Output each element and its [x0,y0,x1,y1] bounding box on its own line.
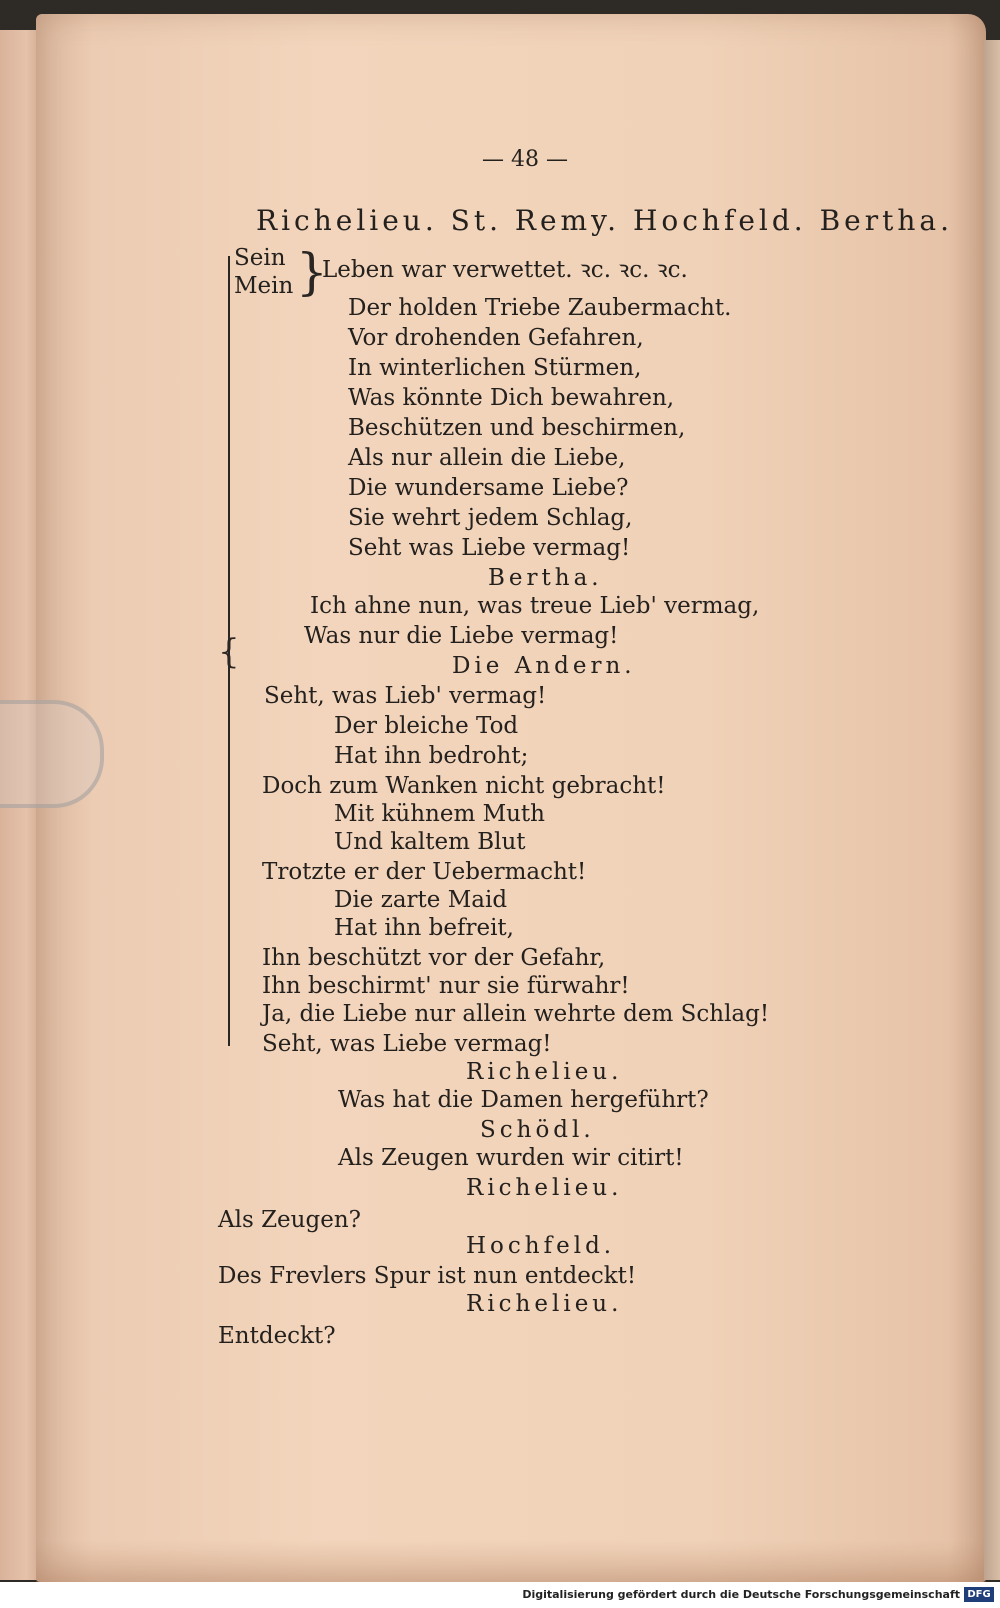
verse-line: Hat ihn befreit, [334,915,514,941]
verse-line: Als nur allein die Liebe, [348,445,626,471]
brace-word-top: Sein [234,245,286,271]
verse-line: Seht, was Liebe vermag! [262,1031,552,1057]
footer-credit: Digitalisierung gefördert durch die Deutsche Forschungsgemeinschaft [522,1588,960,1601]
verse-line: Mit kühnem Muth [334,801,545,827]
speaker-name: Richelieu. [466,1059,623,1085]
verse-line: Doch zum Wanken nicht gebracht! [262,773,666,799]
verse-line: Die wundersame Liebe? [348,475,629,501]
verse-line: Seht was Liebe vermag! [348,535,631,561]
verse-line: Ihn beschützt vor der Gefahr, [262,945,606,971]
verse-line: Des Frevlers Spur ist nun entdeckt! [218,1263,637,1289]
speaker-name: Die Andern. [452,653,636,679]
verse-line: Und kaltem Blut [334,829,526,855]
paper-clip [0,700,104,808]
scene-heading: Richelieu. St. Remy. Hochfeld. Bertha. [256,204,953,237]
speaker-name: Schödl. [480,1117,595,1143]
verse-line: Leben war verwettet. ꝛc. ꝛc. ꝛc. [322,257,688,283]
verse-line: Der holden Triebe Zaubermacht. [348,295,732,321]
small-brace: } [296,243,328,301]
verse-line: Vor drohenden Gefahren, [348,325,644,351]
verse-line: In winterlichen Stürmen, [348,355,642,381]
verse-line: Als Zeugen? [218,1207,361,1233]
verse-line: Ihn beschirmt' nur sie fürwahr! [262,973,630,999]
verse-line: Ich ahne nun, was treue Lieb' vermag, [310,593,760,619]
speaker-name: Hochfeld. [466,1233,616,1259]
speaker-name: Richelieu. [466,1175,623,1201]
verse-line: Sie wehrt jedem Schlag, [348,505,633,531]
verse-line: Was nur die Liebe vermag! [304,623,619,649]
verse-line: Hat ihn bedroht; [334,743,529,769]
verse-line: Seht, was Lieb' vermag! [264,683,547,709]
brace-mark: { [218,632,240,672]
dfg-logo-icon: DFG [964,1587,994,1602]
verse-line: Ja, die Liebe nur allein wehrte dem Schlag! [262,1001,770,1027]
verse-line: Was könnte Dich bewahren, [348,385,675,411]
verse-line: Als Zeugen wurden wir citirt! [338,1145,684,1171]
right-page-edge [984,40,1000,1580]
verse-line: Der bleiche Tod [334,713,519,739]
page-number: — 48 — [482,147,568,172]
speaker-name: Bertha. [488,565,603,591]
verse-line: Beschützen und beschirmen, [348,415,686,441]
verse-line: Die zarte Maid [334,887,508,913]
verse-line: Was hat die Damen hergeführt? [338,1087,709,1113]
brace-word-bottom: Mein [234,273,294,299]
speaker-name: Richelieu. [466,1291,623,1317]
page-shadow [36,1540,986,1582]
verse-line: Entdeckt? [218,1323,336,1349]
verse-line: Trotzte er der Uebermacht! [262,859,587,885]
